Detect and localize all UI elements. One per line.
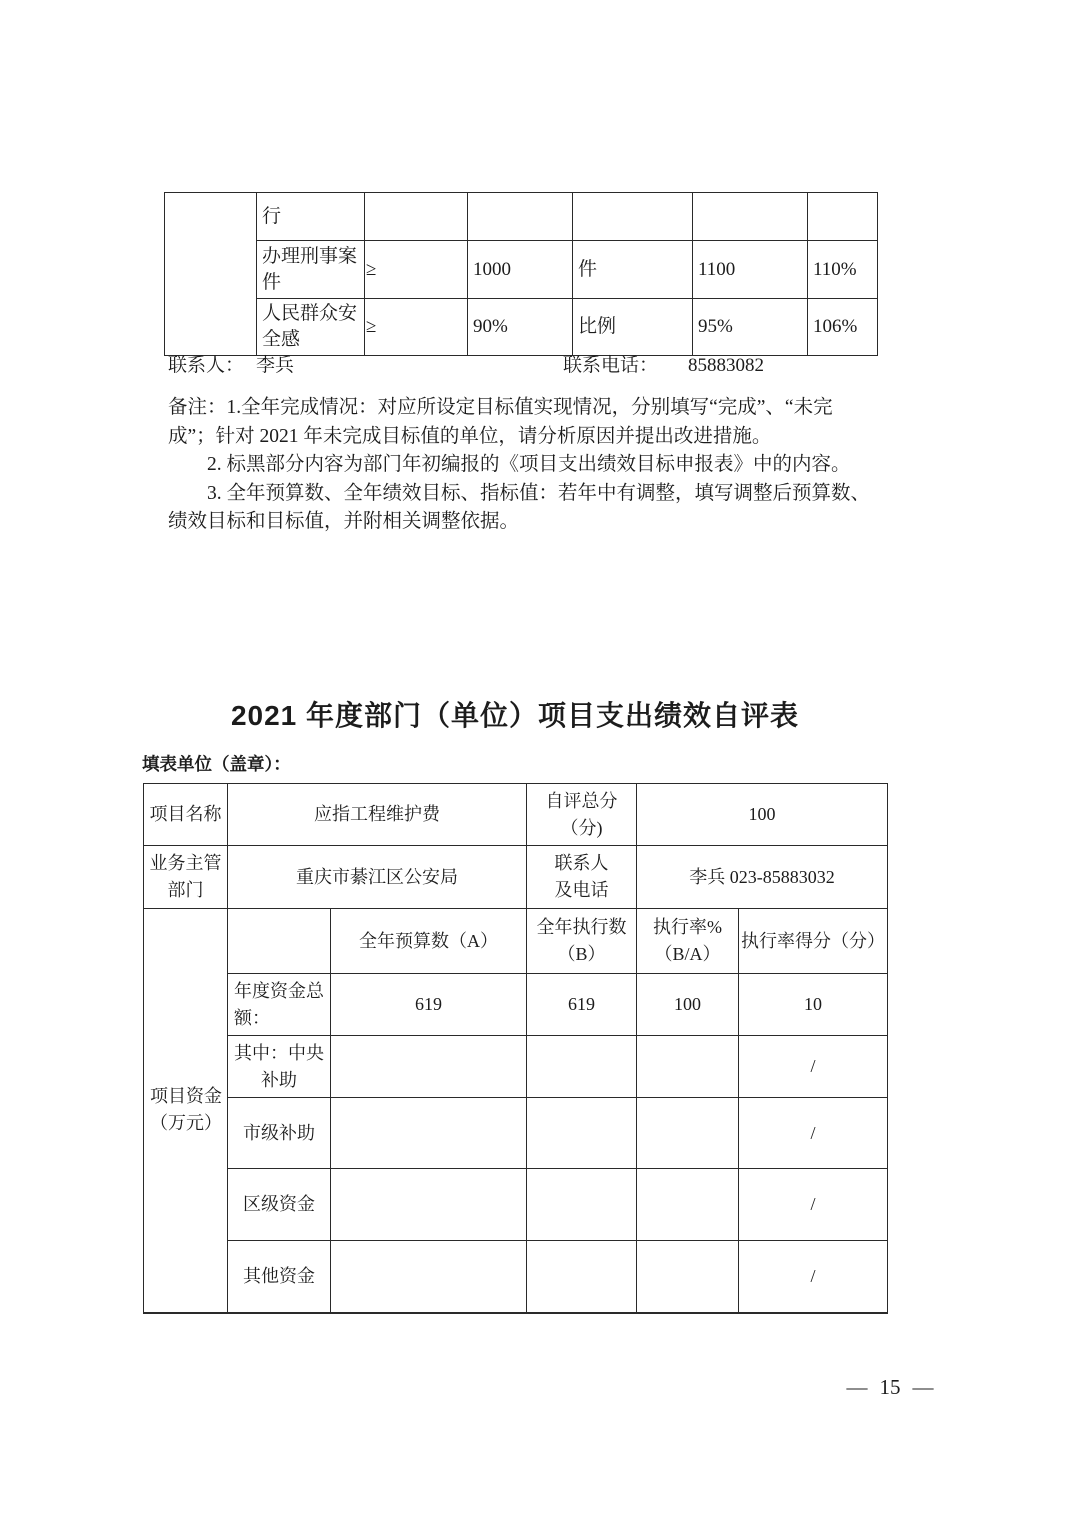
fund-row-label-cell: 市级补助 xyxy=(228,1098,331,1169)
dept-row xyxy=(144,846,888,909)
funds-label-cell xyxy=(144,909,228,1313)
contact-label: 联系人及电话 xyxy=(554,853,609,900)
rate-value-cell xyxy=(637,1241,739,1313)
target-value-cell xyxy=(468,193,573,241)
indicator-row xyxy=(165,241,878,299)
project-name-label-cell: 项目名称 xyxy=(144,784,228,846)
rate-header-cell xyxy=(637,909,739,974)
score-value-cell: / xyxy=(739,1036,888,1098)
rate-value-cell xyxy=(637,1036,739,1098)
rate-value-cell xyxy=(637,1098,739,1169)
contact-person-label: 联系人： xyxy=(168,355,245,376)
fund-row xyxy=(144,1169,888,1241)
indicator-name-cell: 行 xyxy=(257,193,365,241)
empty-cell xyxy=(228,909,331,974)
score-value-cell: 10 xyxy=(739,974,888,1036)
fund-row xyxy=(144,1036,888,1098)
dept-name-cell: 重庆市綦江区公安局 xyxy=(228,846,527,909)
funds-header-row xyxy=(144,909,888,974)
rate-value-cell: 100 xyxy=(637,974,739,1036)
project-name-cell: 应指工程维护费 xyxy=(228,784,527,846)
page-number xyxy=(810,1374,970,1400)
budget-value-cell xyxy=(331,1036,527,1098)
indicator-row xyxy=(165,299,878,356)
unit-cell: 件 xyxy=(573,241,693,299)
page-number-dash-left: — xyxy=(846,1375,868,1399)
completion-rate-cell: 106% xyxy=(808,299,878,356)
score-value-cell: / xyxy=(739,1098,888,1169)
executed-value-cell xyxy=(527,1169,637,1241)
executed-value-cell xyxy=(527,1036,637,1098)
contact-line xyxy=(168,352,928,380)
fund-row xyxy=(144,1241,888,1313)
fund-row-label-cell: 其他资金 xyxy=(228,1241,331,1313)
rate-header: 执行率%（B/A） xyxy=(653,917,722,964)
completion-rate-cell xyxy=(808,193,878,241)
fund-row-label-cell xyxy=(228,1036,331,1098)
self-eval-table xyxy=(143,783,888,1314)
indicator-name-cell: 人民群众安全感 xyxy=(257,299,365,356)
budget-value-cell xyxy=(331,1098,527,1169)
contact-value-cell: 李兵 023-85883032 xyxy=(637,846,888,909)
unit-cell: 比例 xyxy=(573,299,693,356)
fund-row-label: 年度资金总额： xyxy=(234,980,324,1028)
notes-block xyxy=(168,394,916,537)
self-score-label-cell xyxy=(527,784,637,846)
budget-value-cell xyxy=(331,1169,527,1241)
dept-label: 业务主管部门 xyxy=(149,853,222,900)
contact-phone-label: 联系电话： xyxy=(563,355,659,376)
form-unit-label: 填表单位（盖章）： xyxy=(142,754,291,774)
page-title: 2021 年度部门（单位）项目支出绩效自评表 xyxy=(230,700,800,731)
self-score-value-cell: 100 xyxy=(637,784,888,846)
indicator-table xyxy=(164,192,878,356)
indicator-row xyxy=(165,193,878,241)
target-value-cell: 1000 xyxy=(468,241,573,299)
executed-value-cell xyxy=(527,1241,637,1313)
self-score-label: 自评总分（分) xyxy=(545,790,618,838)
executed-value-cell xyxy=(527,1098,637,1169)
indicator-table-wrap xyxy=(164,192,878,356)
actual-value-cell: 1100 xyxy=(693,241,808,299)
contact-person-name: 李兵 xyxy=(256,355,295,376)
contact-phone-number: 85883082 xyxy=(688,355,764,376)
note-line: 3. 全年预算数、全年绩效目标、指标值：若年中有调整，填写调整后预算数、 xyxy=(207,482,871,504)
unit-cell xyxy=(573,193,693,241)
budget-value-cell: 619 xyxy=(331,974,527,1036)
executed-header: 全年执行数（B） xyxy=(536,917,627,964)
target-value-cell: 90% xyxy=(468,299,573,356)
budget-value-cell xyxy=(331,1241,527,1313)
page-number-value: 15 xyxy=(879,1375,901,1399)
fund-row-label-cell xyxy=(228,974,331,1036)
page-number-dash-right: — xyxy=(912,1375,934,1399)
completion-rate-cell: 110% xyxy=(808,241,878,299)
note-line: 备注：1.全年完成情况：对应所设定目标值实现情况，分别填写“完成”、“未完 xyxy=(168,397,833,418)
score-header-cell: 执行率得分（分） xyxy=(739,909,888,974)
indicator-name-cell: 办理刑事案件 xyxy=(257,241,365,299)
score-value-cell: / xyxy=(739,1169,888,1241)
operator-cell xyxy=(365,193,468,241)
note-line: 成”；针对 2021 年未完成目标值的单位，请分析原因并提出改进措施。 xyxy=(168,425,772,447)
fund-row xyxy=(144,974,888,1036)
fund-row xyxy=(144,1098,888,1169)
fund-row-label: 其中：中央补助 xyxy=(234,1042,324,1090)
funds-label: 项目资金（万元） xyxy=(150,1086,222,1134)
budget-header-cell: 全年预算数（A） xyxy=(331,909,527,974)
actual-value-cell: 95% xyxy=(693,299,808,356)
contact-label-cell xyxy=(527,846,637,909)
fund-row-label-cell: 区级资金 xyxy=(228,1169,331,1241)
dept-label-cell xyxy=(144,846,228,909)
executed-value-cell: 619 xyxy=(527,974,637,1036)
operator-cell: ≥ xyxy=(365,241,468,299)
note-line: 绩效目标和目标值，并附相关调整依据。 xyxy=(168,511,520,533)
score-value-cell: / xyxy=(739,1241,888,1313)
rate-value-cell xyxy=(637,1169,739,1241)
actual-value-cell xyxy=(693,193,808,241)
project-name-row xyxy=(144,784,888,846)
empty-merged-cell xyxy=(165,193,257,356)
self-eval-table-wrap xyxy=(143,783,888,1314)
operator-cell: ≥ xyxy=(365,299,468,356)
note-line: 2. 标黑部分内容为部门年初编报的《项目支出绩效目标申报表》中的内容。 xyxy=(207,454,851,476)
executed-header-cell xyxy=(527,909,637,974)
